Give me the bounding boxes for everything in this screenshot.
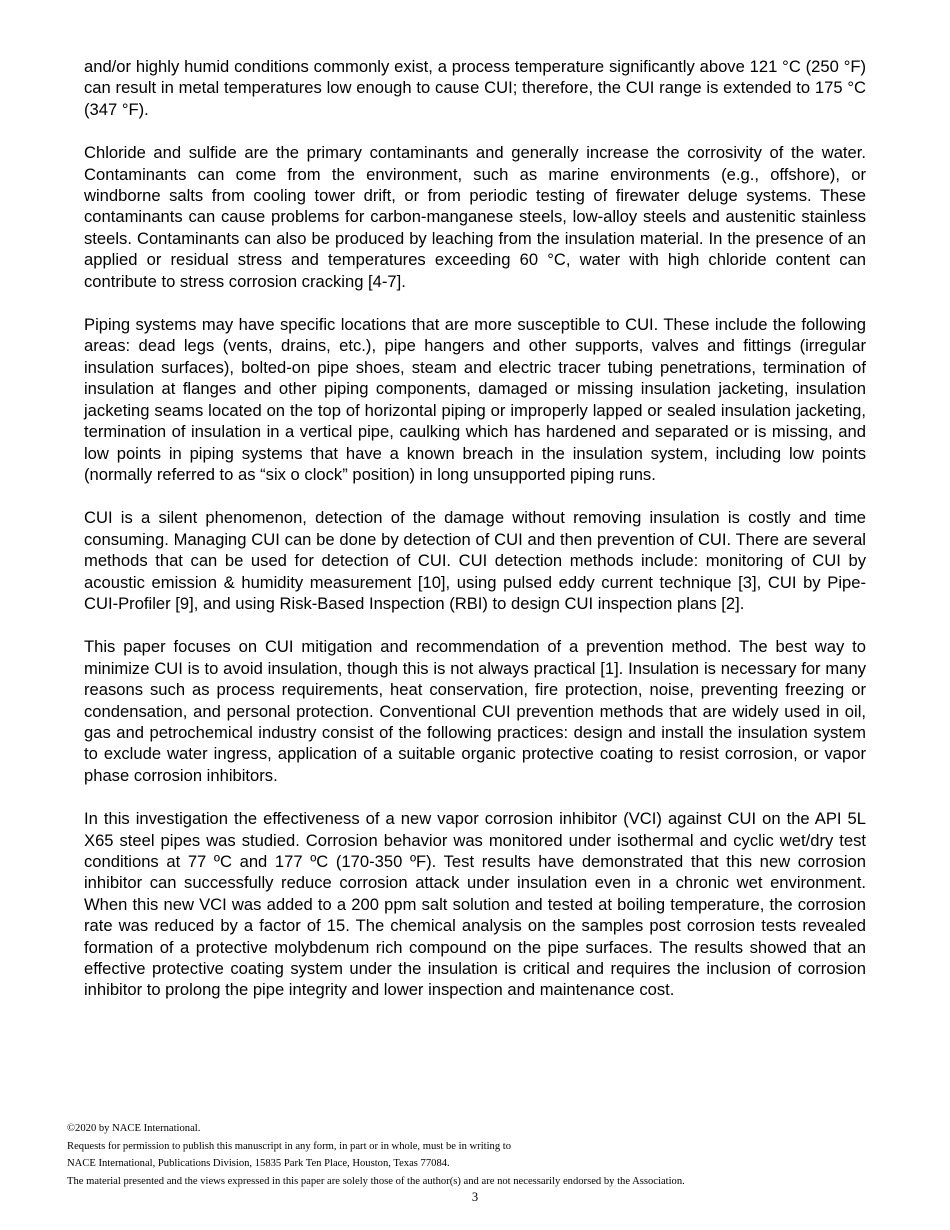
paragraph-cui-prevention: This paper focuses on CUI mitigation and recommendation of a prevention method. The best way to minimize CUI is to avoid insulation, though this is not always practical [1]. Insulation is necessary for many reasons such as process requirements, heat conservation, fire protection, noise, preventing freezing or condensation, and personal protection. Conventional CUI prevention methods that are widely used in oil, gas and petrochemical industry consist of the following practices: design and install the insulation system to exclude water ingress, application of a suitable organic protective coating to resist corrosion, or vapor phase corrosion inhibitors. [84, 637, 866, 785]
footer-permission-line-2: NACE International, Publications Division, 15835 Park Ten Place, Houston, Texas 77084. [67, 1158, 450, 1169]
paragraph-cui-temperature-range: and/or highly humid conditions commonly exist, a process temperature significantly above 121 °C (250 °F) can result in metal temperatures low enough to cause CUI; therefore, the CUI range is extended to 175 °C (347 °F). [84, 57, 866, 119]
footer-permission-line-1: Requests for permission to publish this manuscript in any form, in part or in whole, must be in writing to [67, 1140, 512, 1152]
paragraph-contaminants: Chloride and sulfide are the primary contaminants and generally increase the corrosivity of the water. Contaminants can come from the environment, such as marine environments (e.g., offshore), or windborne salts from cooling tower drift, or from periodic testing of firewater deluge systems. These contaminants can cause problems for carbon-manganese steels, low-alloy steels and austenitic stainless steels. Contaminants can also be produced by leaching from the insulation material. In the presence of an applied or residual stress and temperatures exceeding 60 °C, water with high chloride content can contribute to stress corrosion cracking [4-7]. [84, 143, 866, 291]
paragraph-susceptible-locations: Piping systems may have specific locations that are more susceptible to CUI. These include the following areas: dead legs (vents, drains, etc.), pipe hangers and other supports, valves and fittings (irregular insulation surfaces), bolted-on pipe shoes, steam and electric tracer tubing penetrations, termination of insulation at flanges and other piping components, damaged or missing insulation jacketing, insulation jacketing seams located on the top of horizontal piping or improperly lapped or sealed insulation jacketing, termination of insulation in a vertical pipe, caulking which has hardened and separated or is missing, and low points in piping systems that have a known breach in the insulation system, including low points (normally referred to as “six o clock” position) in long unsupported piping runs. [84, 315, 866, 484]
page-footer [67, 1120, 887, 1190]
paragraph-investigation-summary: In this investigation the effectiveness of a new vapor corrosion inhibitor (VCI) against CUI on the API 5L X65 steel pipes was studied. Corrosion behavior was monitored under isothermal and cyclic wet/dry test conditions at 77 ºC and 177 ºC (170-350 ºF). Test results have demonstrated that this new corrosion inhibitor can successfully reduce corrosion attack under insulation even in a chronic wet environment. When this new VCI was added to a 200 ppm salt solution and tested at boiling temperature, the corrosion rate was reduced by a factor of 15. The chemical analysis on the samples post corrosion tests revealed formation of a protective molybdenum rich compound on the pipe surfaces. The results showed that an effective protective coating system under the insulation is critical and requires the inclusion of corrosion inhibitor to prolong the pipe integrity and lower inspection and maintenance cost. [84, 809, 866, 1000]
paragraph-cui-detection: CUI is a silent phenomenon, detection of the damage without removing insulation is costly and time consuming. Managing CUI can be done by detection of CUI and then prevention of CUI. There are several methods that can be used for detection of CUI. CUI detection methods include: monitoring of CUI by acoustic emission & humidity measurement [10], using pulsed eddy current technique [3], CUI by Pipe-CUI-Profiler [9], and using Risk-Based Inspection (RBI) to design CUI inspection plans [2]. [84, 508, 866, 613]
paper-body [84, 56, 866, 1023]
page-number: 3 [471, 1190, 479, 1204]
footer-disclaimer: The material presented and the views expressed in this paper are solely those of the author(s) and are not necessarily endorsed by the Association. [67, 1175, 685, 1187]
footer-copyright: ©2020 by NACE International. [67, 1123, 201, 1134]
